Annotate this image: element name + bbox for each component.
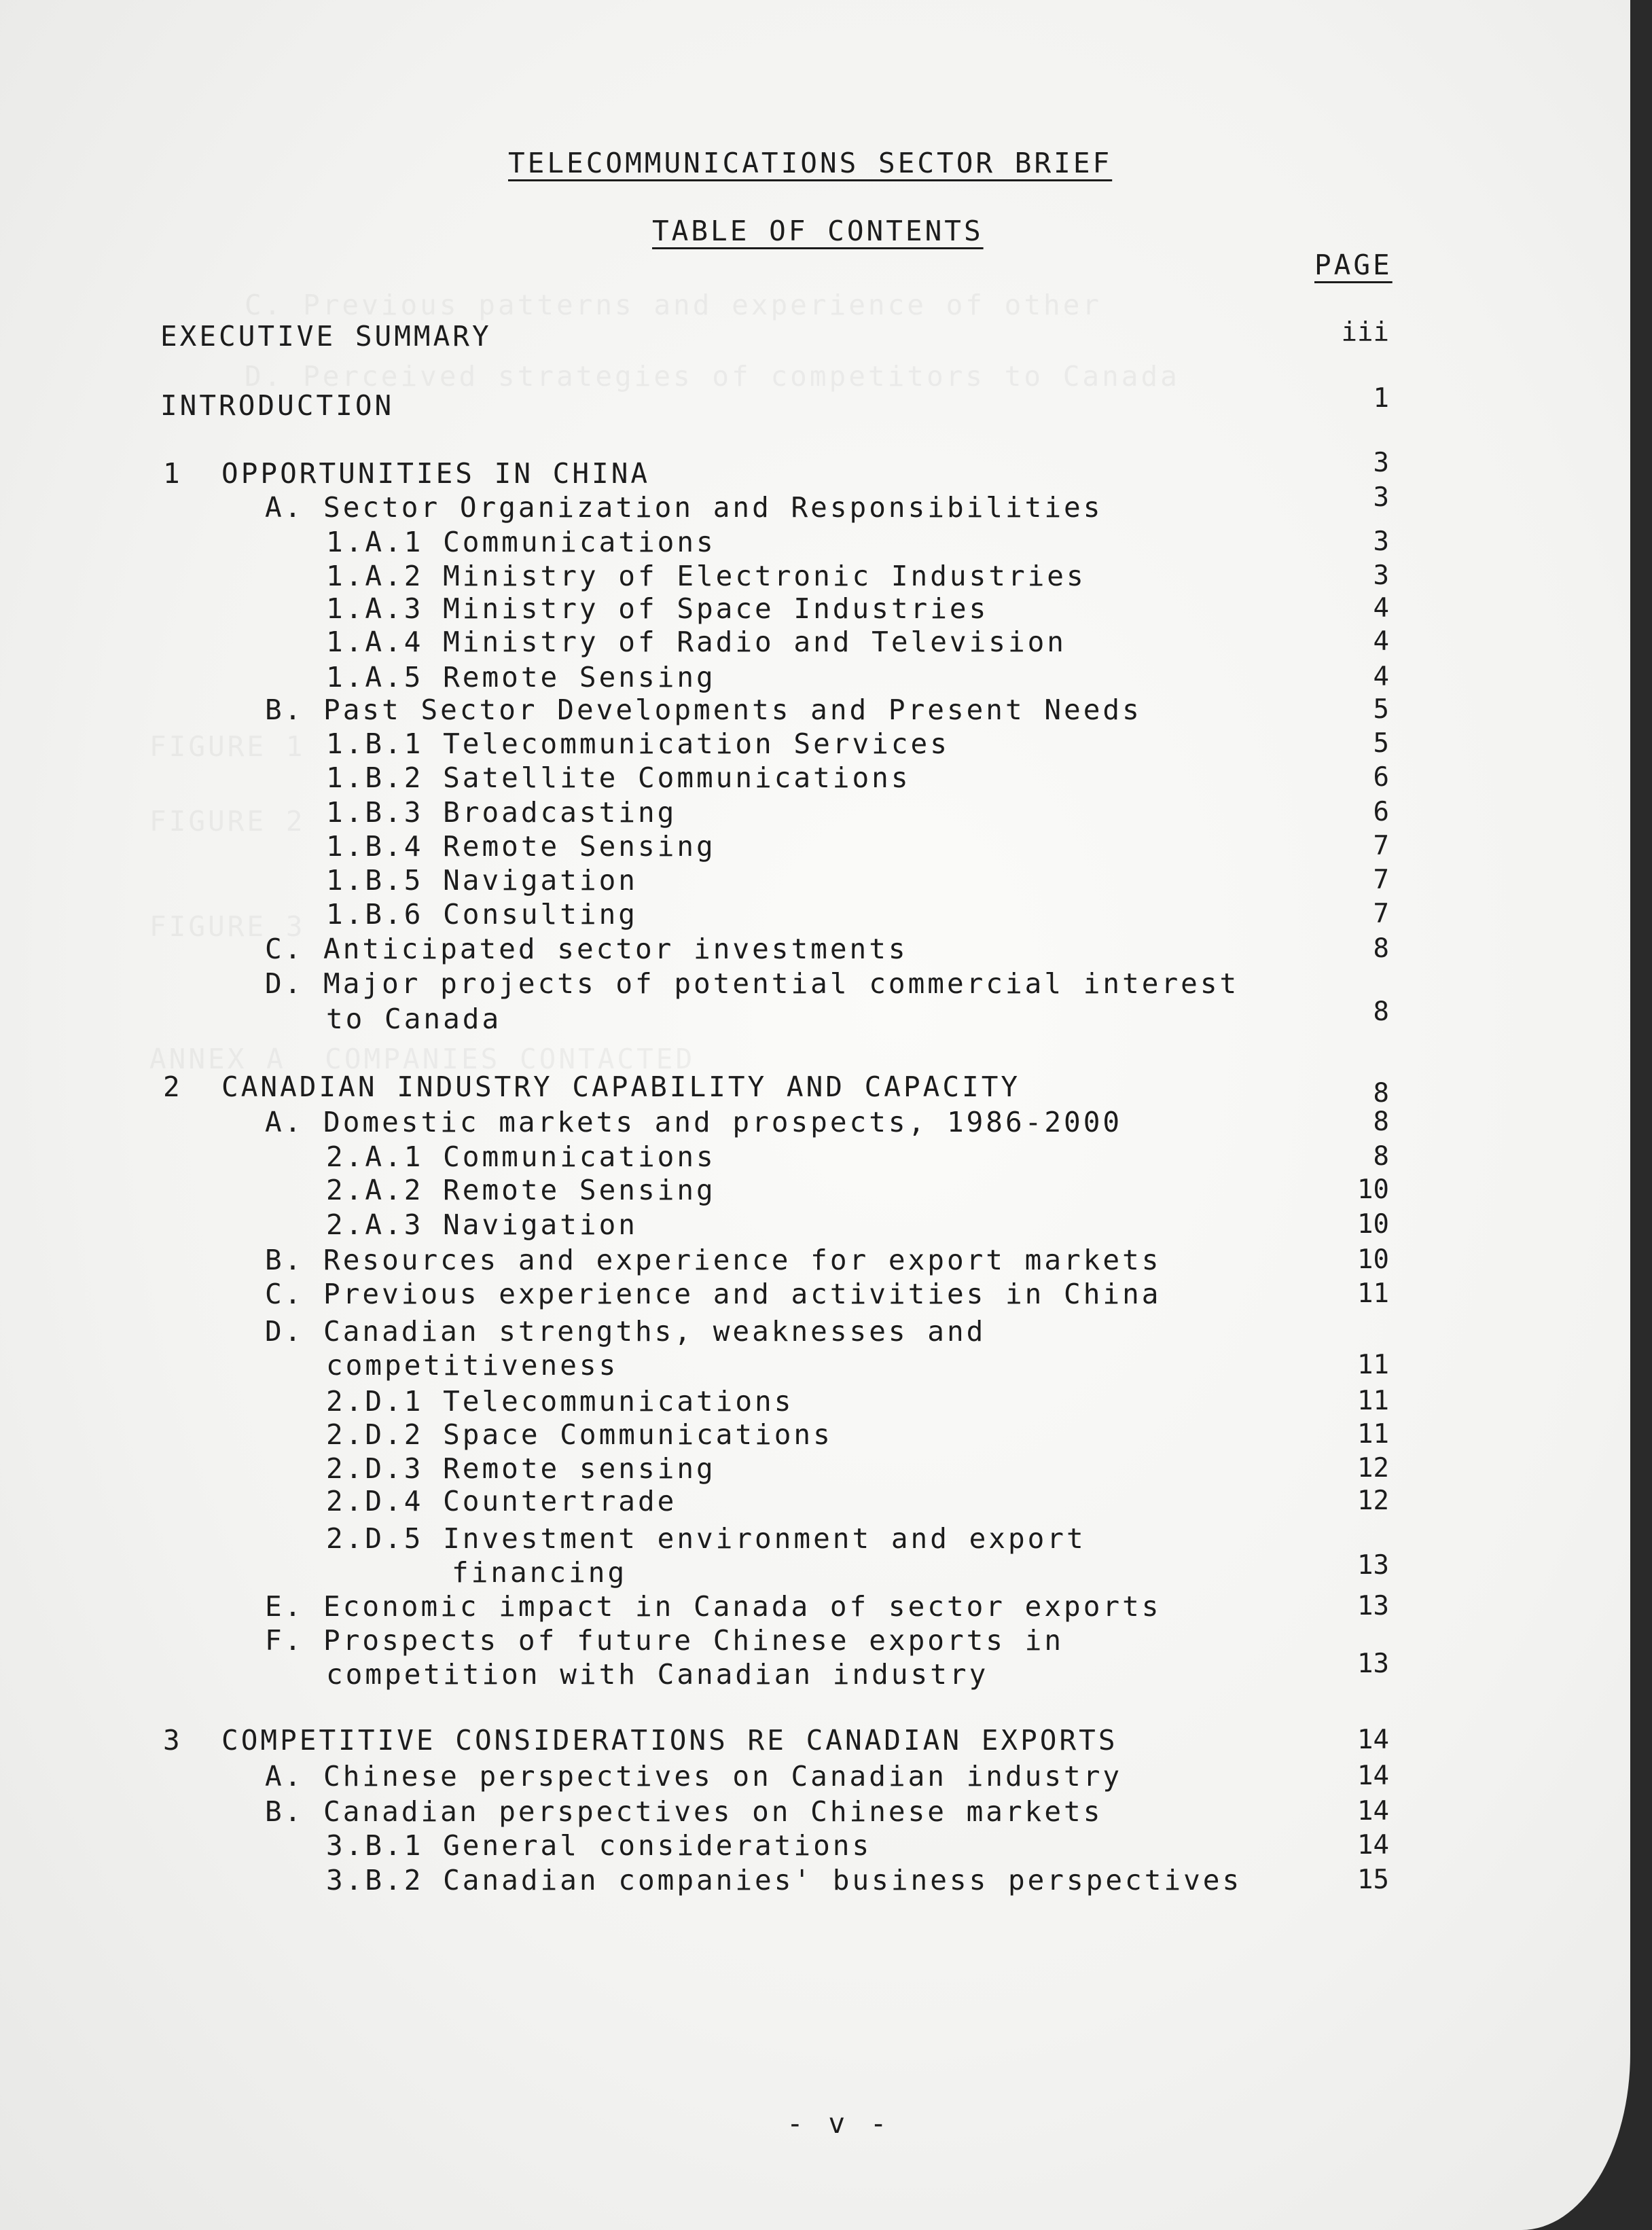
toc-entry-page: 3 xyxy=(1373,482,1389,513)
toc-entry-title: 1.B.1 Telecommunication Services xyxy=(326,727,950,760)
toc-entry-page: 4 xyxy=(1373,626,1389,657)
toc-entry-title: to Canada xyxy=(326,1003,502,1035)
toc-entry-page: 12 xyxy=(1357,1486,1389,1516)
toc-entry-page: 14 xyxy=(1357,1796,1389,1827)
toc-entry-page: 12 xyxy=(1357,1453,1389,1483)
toc-entry-title: 1.A.2 Ministry of Electronic Industries xyxy=(326,560,1086,592)
toc-entry-page: 14 xyxy=(1357,1725,1389,1755)
toc-entry-page: 3 xyxy=(1373,526,1389,557)
toc-entry-title: 2 CANADIAN INDUSTRY CAPABILITY AND CAPACITY xyxy=(163,1071,1021,1103)
toc-entry-title: 2.D.3 Remote sensing xyxy=(326,1452,716,1485)
toc-entry-page: 8 xyxy=(1373,1107,1389,1137)
toc-entry-page: 5 xyxy=(1373,728,1389,759)
toc-entry-title: 2.A.1 Communications xyxy=(326,1140,716,1173)
toc-entry-title: 1.A.1 Communications xyxy=(326,526,716,558)
toc-entry-page: 11 xyxy=(1357,1386,1389,1416)
toc-entry-title: D. Major projects of potential commercial interest xyxy=(265,967,1240,1000)
toc-entry-page: 10 xyxy=(1357,1174,1389,1205)
toc-entry-page: 11 xyxy=(1357,1350,1389,1380)
toc-entry-title: 2.D.4 Countertrade xyxy=(326,1485,677,1517)
toc-entry-page: 7 xyxy=(1373,831,1389,861)
toc-entry-title: INTRODUCTION xyxy=(160,389,395,422)
toc-entry-title: A. Chinese perspectives on Canadian industry xyxy=(265,1760,1123,1793)
toc-entry-page: 6 xyxy=(1373,797,1389,827)
toc-entry-title: 3 COMPETITIVE CONSIDERATIONS RE CANADIAN EXPORTS xyxy=(163,1724,1118,1757)
toc-entry-title: 2.D.2 Space Communications xyxy=(326,1418,833,1451)
toc-entry-title: A. Domestic markets and prospects, 1986-2000 xyxy=(265,1106,1123,1138)
toc-entry-title: 3.B.1 General considerations xyxy=(326,1829,872,1862)
toc-entry-title: 2.D.5 Investment environment and export xyxy=(326,1522,1086,1555)
toc-entry-page: 8 xyxy=(1373,933,1389,964)
toc-entry-page: 5 xyxy=(1373,694,1389,725)
toc-entry-page: 7 xyxy=(1373,899,1389,929)
toc-entry-title: B. Resources and experience for export markets xyxy=(265,1244,1162,1276)
toc-entry-page: 11 xyxy=(1357,1419,1389,1450)
toc-entry-page: 13 xyxy=(1357,1649,1389,1679)
toc-entry-page: 4 xyxy=(1373,662,1389,692)
toc-heading: TABLE OF CONTENTS xyxy=(652,215,984,247)
toc-entry-title: 1.B.6 Consulting xyxy=(326,898,638,931)
toc-entry-title: competitiveness xyxy=(326,1349,619,1382)
toc-entry-title: E. Economic impact in Canada of sector exports xyxy=(265,1590,1162,1623)
toc-entry-title: 1.A.4 Ministry of Radio and Television xyxy=(326,626,1066,658)
toc-entry-title: 1.A.5 Remote Sensing xyxy=(326,661,716,694)
toc-entry-title: 1.B.4 Remote Sensing xyxy=(326,830,716,863)
toc-entry-page: 13 xyxy=(1357,1550,1389,1581)
toc-entry-page: 13 xyxy=(1357,1591,1389,1621)
toc-entry-title: 1.B.2 Satellite Communications xyxy=(326,761,911,794)
document-page: C. Previous patterns and experience of other D. Perceived strategies of competitors to Canada FIGURE 1 FIGURE 2 FIGURE 3 ANNEX A COMPANIES CONTACTED TELECOMMUNICATIONS SECTOR BRIEF TABLE OF CONTENTS PAGE EXECUTIVE SUMMARY iii INTRODUCTION 1 1 OPPORTUNITIES IN CHINA 3 A. Sector Organization and Responsibilities 3 1.A.1 Communications 3 1.A.2 Ministry of Electronic Industries 3 1.A.3 Ministry of Space Industries 4 1.A.4 Ministry of Radio and Television 4 1.A.5 Remote Sensing 4 B. Past Sector Developments and Present Needs 5 1.B.1 Telecommunication Services 5 1.B.2 Satellite Communications 6 1.B.3 Broadcasting 6 1.B.4 Remote Sensing 7 1.B.5 Navigation 7 1.B.6 Consulting 7 C. Anticipated sector investments 8 D. Major projects of potential commercial interest to Canada 8 2 CANADIAN INDUSTRY CAPABILITY AND CAPACITY 8 A. Domestic markets and prospects, 1986-2000 8 2.A.1 Communications 8 2.A.2 Remote Sensing 10 2.A.3 Navigation 10 B. Resources and experience for export markets 10 C. Previous experience and activities in China 11 D. Canadian strengths, weaknesses and competitiveness 11 2.D.1 Telecommunications 11 2.D.2 Space Communications 11 2.D.3 Remote sensing 12 2.D.4 Countertrade 12 2.D.5 Investment environment and export financing 13 E. Economic impact in Canada of sector exports 13 F. Prospects of future Chinese exports in competition with Canadian industry 13 3 COMPETITIVE CONSIDERATIONS RE CANADIAN EXPORTS 14 A. Chinese perspectives on Canadian industry 14 B. Canadian perspectives on Chinese markets 14 3.B.1 General considerations 14 3.B.2 Canadian companies' business perspectives 15 - v - xyxy=(0,0,1630,2230)
toc-entry-title: C. Anticipated sector investments xyxy=(265,933,908,965)
toc-entry-title: C. Previous experience and activities in China xyxy=(265,1278,1162,1310)
toc-entry-title: competition with Canadian industry xyxy=(326,1658,989,1691)
toc-entry-title: B. Past Sector Developments and Present Needs xyxy=(265,694,1142,726)
toc-entry-title: 1.B.3 Broadcasting xyxy=(326,796,677,829)
toc-entry-page: 3 xyxy=(1373,560,1389,591)
toc-entry-title: 2.A.3 Navigation xyxy=(326,1208,638,1241)
toc-entry-page: 14 xyxy=(1357,1830,1389,1860)
toc-entry-page: 4 xyxy=(1373,593,1389,624)
toc-entry-page: 8 xyxy=(1373,1078,1389,1109)
toc-entry-page: 1 xyxy=(1373,383,1389,414)
toc-entry-title: EXECUTIVE SUMMARY xyxy=(160,320,492,353)
toc-entry-page: 8 xyxy=(1373,1141,1389,1172)
toc-entry-title: 1 OPPORTUNITIES IN CHINA xyxy=(163,457,651,490)
toc-entry-title: D. Canadian strengths, weaknesses and xyxy=(265,1315,986,1348)
toc-entry-page: 15 xyxy=(1357,1865,1389,1895)
toc-entry-title: 2.A.2 Remote Sensing xyxy=(326,1174,716,1206)
toc-entry-page: 8 xyxy=(1373,996,1389,1027)
toc-entry-page: 14 xyxy=(1357,1761,1389,1791)
toc-entry-title: 1.A.3 Ministry of Space Industries xyxy=(326,592,989,625)
toc-entry-title: 2.D.1 Telecommunications xyxy=(326,1385,794,1418)
toc-entry-page: iii xyxy=(1341,317,1389,348)
toc-entry-title: B. Canadian perspectives on Chinese markets xyxy=(265,1795,1103,1828)
page-number-footer: - v - xyxy=(787,2107,891,2140)
toc-entry-title: 3.B.2 Canadian companies' business perspectives xyxy=(326,1864,1242,1896)
toc-entry-page: 6 xyxy=(1373,762,1389,793)
toc-entry-page: 10 xyxy=(1357,1209,1389,1240)
toc-entry-page: 11 xyxy=(1357,1278,1389,1309)
toc-entry-page: 10 xyxy=(1357,1244,1389,1275)
toc-entry-page: 3 xyxy=(1373,448,1389,478)
toc-entry-page: 7 xyxy=(1373,865,1389,895)
toc-entry-title: F. Prospects of future Chinese exports in xyxy=(265,1624,1064,1657)
document-title: TELECOMMUNICATIONS SECTOR BRIEF xyxy=(508,147,1113,179)
toc-entry-title: financing xyxy=(452,1556,628,1589)
toc-entry-title: A. Sector Organization and Responsibilities xyxy=(265,491,1103,524)
toc-entry-title: 1.B.5 Navigation xyxy=(326,864,638,897)
page-column-header: PAGE xyxy=(1314,249,1393,281)
